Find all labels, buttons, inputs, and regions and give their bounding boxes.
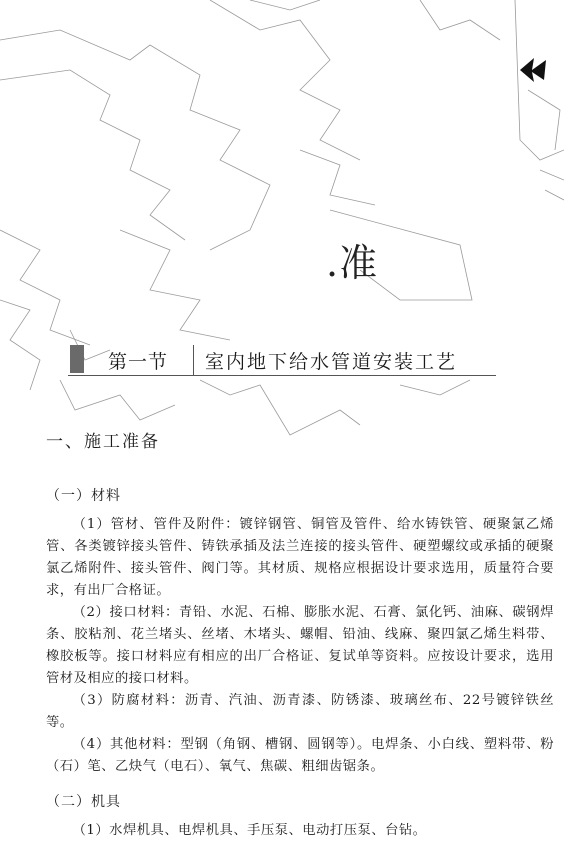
section-title: 室内地下给水管道安装工艺 [205, 351, 458, 373]
heading-construction-prep: 一、施工准备 [46, 432, 160, 452]
section-number: 第一节 [108, 351, 169, 373]
heading-materials: （一）材料 [46, 488, 121, 504]
tools-paragraph-1: （1）水焊机具、电焊机具、手压泵、电动打压泵、台钻。 [72, 823, 427, 838]
materials-paragraph-3: （3）防腐材料：沥青、汽油、沥青漆、防锈漆、玻璃丝布、22号镀锌铁丝等。 [46, 693, 554, 730]
materials-paragraph-1: （1）管材、管件及附件：镀锌钢管、铜管及管件、给水铸铁管、硬聚氯乙烯管、各类镀锌接头管件、铸铁承插及法兰连接的接头管件、硬塑螺纹或承插的硬聚氯乙烯附件、接头管件、阀门等。其材质、规格应根据设计要求选用，质量符合要求，有出厂合格证。 [46, 517, 554, 598]
section-divider [193, 345, 194, 375]
section-marker-bar [70, 345, 84, 373]
materials-paragraph-2: （2）接口材料：青铅、水泥、石棉、膨胀水泥、石膏、氯化钙、油麻、碳钢焊条、胶粘剂、花兰堵头、丝堵、木堵头、螺帽、铅油、线麻、聚四氯乙烯生料带、橡胶板等。接口材料应有相应的出厂合格证、复试单等资料。应按设计要求，选用管材及相应的接口材料。 [46, 605, 554, 686]
chapter-title-fragment: .准 [326, 241, 379, 285]
materials-paragraph-4: （4）其他材料：型钢（角钢、槽钢、圆钢等）。电焊条、小白线、塑料带、粉（石）笔、乙炔气（电石）、氧气、焦碳、粗细齿锯条。 [46, 737, 554, 774]
section-header [68, 345, 496, 376]
page-marker-icon [520, 58, 550, 82]
heading-tools: （二）机具 [46, 794, 121, 810]
